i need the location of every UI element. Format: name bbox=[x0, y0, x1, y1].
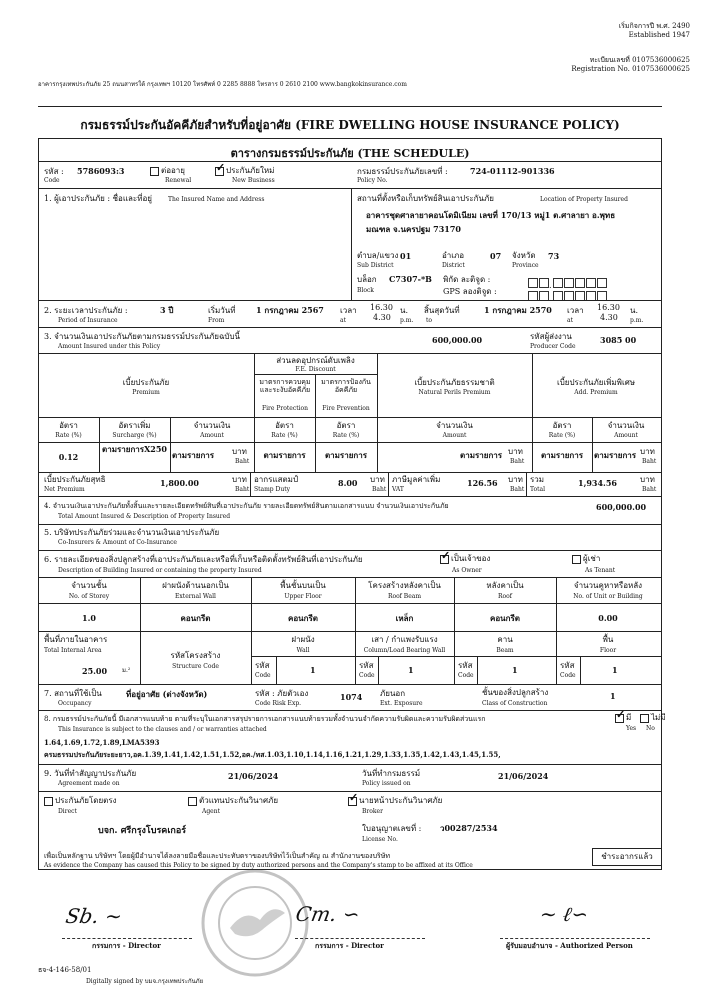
amount-header: จำนวนเงิน bbox=[193, 421, 231, 430]
wall-code-label-en: Code bbox=[255, 672, 271, 679]
baht-label: บาท bbox=[508, 447, 523, 456]
beam-code-label-en: Code bbox=[458, 672, 474, 679]
owner-checkbox[interactable]: ✓เป็นเจ้าของ bbox=[440, 554, 490, 564]
renewal-label-en: Renewal bbox=[165, 177, 192, 184]
net-premium-label-en: Net Premium bbox=[44, 486, 85, 493]
baht-label-en: Baht bbox=[235, 486, 250, 493]
row-rule bbox=[38, 300, 661, 301]
yes-checkbox[interactable]: ✓มี bbox=[615, 713, 631, 723]
row-rule bbox=[38, 631, 661, 632]
registration-th: ทะเบียนเลขที่ 0107536000625 bbox=[589, 56, 690, 64]
risk-code-label: รหัส : ภัยตัวเอง bbox=[255, 689, 309, 698]
province-label: จังหวัด bbox=[512, 251, 536, 260]
fp-rate-header: อัตรา bbox=[275, 421, 294, 430]
sec4-label: 4. จำนวนเงินเอาประกันภัยทั้งสิ้นและรายละเอียดทรัพย์สินที่เอาประกันภัย รายละเอียดทรัพย์สินตามเอกสารแนบ จำนวนเงินเอาประกันภัย bbox=[44, 502, 449, 510]
roof-beam-header: โครงสร้างหลังคาเป็น bbox=[368, 581, 441, 590]
row-rule bbox=[38, 327, 661, 328]
stamp-duty-label-en: Stamp Duty bbox=[254, 486, 291, 493]
gps-lat-label: พิกัด ละติจูด : bbox=[443, 275, 491, 284]
no-checkbox[interactable]: ไม่มี bbox=[640, 713, 666, 723]
policy-no-label: กรมธรรม์ประกันภัยเลขที่ : bbox=[357, 167, 448, 176]
period-label-en: Period of Insurance bbox=[58, 317, 118, 324]
stamp-duty-value: 8.00 bbox=[338, 478, 358, 488]
wall-code-value: 1 bbox=[310, 665, 316, 675]
director2-label: กรรมการ - Director bbox=[315, 941, 384, 950]
director1-line bbox=[62, 938, 192, 939]
column-code-header-en: Column/Load Bearing Wall bbox=[363, 647, 446, 654]
roof-value: คอนกรีต bbox=[490, 613, 520, 623]
units-header-en: No. of Unit or Building bbox=[573, 593, 643, 600]
row-rule bbox=[251, 656, 661, 657]
baht-label: บาท bbox=[232, 447, 247, 456]
evidence-th: เพื่อเป็นหลักฐาน บริษัทฯ โดยผู้มีอำนาจได้ลงลายมือชื่อและประทับตราของบริษัทไว้เป็นสำคัญ ณ สำนักงานของบริษัท bbox=[44, 852, 391, 860]
col-rule bbox=[250, 472, 251, 496]
gps-lat-boxes[interactable]: . bbox=[527, 273, 607, 292]
area-header-en: Total Internal Area bbox=[44, 647, 102, 654]
stamp-duty-label: อากรแสตมป์ bbox=[254, 475, 299, 484]
established-th: เริ่มกิจการปี พ.ศ. 2490 bbox=[618, 22, 690, 30]
agreed-date: 21/06/2024 bbox=[228, 771, 279, 781]
area-value: 25.00 bbox=[82, 666, 108, 676]
to-time-label: เวลา bbox=[567, 306, 584, 315]
director2-signature-icon: Cm. ∽ bbox=[293, 902, 362, 926]
district-value: 07 bbox=[490, 251, 502, 261]
col-rule bbox=[378, 656, 379, 684]
gps-long-boxes[interactable]: . bbox=[527, 286, 607, 305]
block-value: C7307-*B bbox=[389, 274, 432, 284]
subdistrict-label: ตำบล/แขวง bbox=[357, 251, 399, 260]
beam-code-header: คาน bbox=[497, 635, 513, 644]
from-at: at bbox=[340, 317, 346, 324]
structure-header: รหัสโครงสร้าง bbox=[170, 651, 221, 660]
storeys-value: 1.0 bbox=[82, 613, 96, 623]
total-value: 1,934.56 bbox=[578, 478, 617, 488]
fp-rate-value: ตามรายการ bbox=[263, 450, 306, 460]
row-rule bbox=[38, 472, 661, 473]
baht-label-en: Baht bbox=[642, 486, 657, 493]
add-amount-header: จำนวนเงิน bbox=[607, 421, 645, 430]
warranties-list: ครมธรรมประกันภัยระยะยาว,อค.1.39,1.41,1.42,1.51,1.52,อค./ทส.1.03,1.10,1.14,1.16,1.21,1.29,1.33,1.35,1.42,1.43,1.45,1.55, bbox=[44, 750, 501, 759]
from-label-en: From bbox=[208, 317, 225, 324]
license-label-en: License No. bbox=[362, 836, 398, 843]
broker-label-en: Broker bbox=[362, 808, 383, 815]
wall-header: ฝาผนังด้านนอกเป็น bbox=[162, 581, 229, 590]
total-label-en: Total bbox=[530, 486, 546, 493]
total-label: รวม bbox=[530, 475, 545, 484]
baht-label: บาท bbox=[370, 475, 385, 484]
amount-header-en: Amount bbox=[200, 432, 224, 439]
rate-value: 0.12 bbox=[58, 452, 79, 462]
rate-header-en: Rate (%) bbox=[55, 432, 82, 439]
location-label-en: Location of Property Insured bbox=[540, 196, 628, 203]
column-code-value: 1 bbox=[408, 665, 414, 675]
row-rule bbox=[38, 496, 661, 497]
row-rule bbox=[38, 764, 661, 765]
tenant-checkbox[interactable]: ผู้เช่า bbox=[572, 554, 600, 564]
floor-code-label: รหัส bbox=[560, 661, 575, 670]
vat-label-en: VAT bbox=[392, 486, 404, 493]
agent-label-en: Agent bbox=[202, 808, 220, 815]
structure-header-en: Structure Code bbox=[172, 663, 219, 670]
surcharge-header-en: Surcharge (%) bbox=[112, 432, 157, 439]
sec4-value: 600,000.00 bbox=[596, 502, 647, 512]
province-value: 73 bbox=[548, 251, 560, 261]
from-hr: น. bbox=[400, 306, 409, 315]
row-rule bbox=[38, 161, 661, 162]
row-rule bbox=[38, 188, 661, 189]
tenant-label-en: As Tenant bbox=[585, 567, 616, 574]
amount-value-1: ตามรายการ bbox=[172, 450, 215, 460]
from-time-label: เวลา bbox=[340, 306, 357, 315]
vat-value: 126.56 bbox=[467, 478, 498, 488]
premium-label-en: Premium bbox=[132, 389, 160, 396]
fire-protection-label-en: Fire Protection bbox=[261, 405, 309, 412]
col-rule bbox=[580, 656, 581, 684]
wall-code-label: รหัส bbox=[255, 661, 270, 670]
row-rule bbox=[38, 442, 661, 443]
producer-label-en: Producer Code bbox=[530, 343, 576, 350]
to-date: 1 กรกฎาคม 2570 bbox=[484, 305, 552, 315]
column-code-header: เสา / กำแพงรับแรง bbox=[371, 635, 438, 644]
sec8-label: 8. กรมธรรม์ประกันภัยนี้ มีเอกสารแนบท้าย ตามที่ระบุในเอกสารสรุปรายการเอกสารแนบท้ายรวมทั้งจำนวนจำกัดความรับผิดและความรับผิดส่วนแรก bbox=[44, 715, 486, 723]
period-years: 3 ปี bbox=[160, 305, 174, 315]
to-time: 16.30 bbox=[597, 303, 620, 312]
occupancy-label-en: Occupancy bbox=[58, 700, 92, 707]
amount-label-en: Amount Insured under this Policy bbox=[58, 343, 161, 350]
fv-rate-header: อัตรา bbox=[336, 421, 356, 430]
class-value: 1 bbox=[610, 691, 616, 701]
upper-floor-value: คอนกรีต bbox=[288, 613, 318, 623]
baht-label-en: Baht bbox=[510, 486, 525, 493]
fe-discount-label: ส่วนลดอุปกรณ์ดับเพลิง bbox=[276, 356, 355, 365]
class-label-en: Class of Construction bbox=[482, 700, 548, 707]
ext-exposure-label-en: Ext. Exposure bbox=[380, 700, 423, 707]
form-number: ธจ-4-146-58/01 bbox=[38, 966, 92, 974]
fire-protection-label: มาตรการควบคุมและระงับอัคคีภัย bbox=[259, 378, 311, 394]
fire-prevention-label: มาตรการป้องกันอัคคีภัย bbox=[321, 378, 371, 394]
agreed-label: 9. วันที่ทำสัญญาประกันภัย bbox=[44, 769, 137, 778]
baht-label-en: Baht bbox=[235, 458, 250, 465]
natural-perils-label-en: Natural Perils Premium bbox=[418, 389, 491, 396]
from-label: เริ่มวันที่ bbox=[208, 306, 236, 315]
ext-exposure-label: ภัยนอก bbox=[380, 689, 406, 698]
column-code-label: รหัส bbox=[359, 661, 374, 670]
code-label: รหัส : bbox=[44, 167, 64, 176]
sec4-label-en: Total Amount Insured & Description of Property Insured bbox=[58, 513, 231, 520]
baht-label: บาท bbox=[232, 475, 247, 484]
established-en: Established 1947 bbox=[628, 31, 690, 39]
to-time2: 4.30 bbox=[600, 313, 618, 322]
block-label-en: Block bbox=[357, 287, 374, 294]
premium-label: เบี้ยประกันภัย bbox=[122, 378, 170, 387]
wall-header-en: External Wall bbox=[175, 593, 216, 600]
policy-no-label-en: Policy No. bbox=[357, 177, 388, 184]
province-label-en: Province bbox=[512, 262, 539, 269]
add-premium-label-en: Add. Premium bbox=[574, 389, 618, 396]
from-time2: 4.30 bbox=[373, 313, 391, 322]
wall-code-header: ฝาผนัง bbox=[291, 635, 315, 644]
area-header: พื้นที่ภายในอาคาร bbox=[44, 635, 108, 644]
issued-label: วันที่ทำกรมธรรม์ bbox=[362, 769, 421, 778]
beam-code-header-en: Beam bbox=[496, 647, 514, 654]
floor-code-header-en: Floor bbox=[599, 647, 617, 654]
risk-code-value: 1074 bbox=[340, 692, 363, 702]
director2-line bbox=[295, 938, 425, 939]
wall-code-header-en: Wall bbox=[296, 647, 310, 654]
agreed-label-en: Agreement made on bbox=[58, 780, 120, 787]
authorized-line bbox=[500, 938, 650, 939]
roof-beam-header-en: Roof Beam bbox=[387, 593, 422, 600]
surcharge-value: ตามรายการX250 bbox=[102, 444, 167, 454]
occupancy-value: ที่อยู่อาศัย (ต่างจังหวัด) bbox=[126, 689, 208, 699]
fv-rate-value: ตามรายการ bbox=[324, 450, 368, 460]
upper-floor-header: พื้นชั้นบนเป็น bbox=[280, 581, 326, 590]
evidence-en: As evidence the Company has caused this Policy to be signed by duty authorized persons and the Company's stamp to be affixed at its Office bbox=[44, 862, 473, 869]
net-premium-label: เบี้ยประกันภัยสุทธิ bbox=[44, 475, 106, 484]
sec5-label-en: Co-Insurers & Amount of Co-Insurance bbox=[58, 539, 177, 546]
header-rule bbox=[38, 106, 662, 107]
add-rate-header: อัตรา bbox=[552, 421, 572, 430]
net-premium-value: 1,800.00 bbox=[160, 478, 199, 488]
row-rule bbox=[38, 353, 661, 354]
from-pm: p.m. bbox=[400, 317, 414, 324]
no-label-en: No bbox=[646, 725, 655, 732]
col-rule bbox=[276, 656, 277, 684]
agent-checkbox[interactable]: ตัวแทนประกันวินาศภัย bbox=[188, 796, 278, 806]
storeys-header-en: No. of Storey bbox=[68, 593, 110, 600]
row-rule bbox=[38, 524, 661, 525]
renewal-checkbox[interactable]: ต่ออายุ bbox=[150, 166, 185, 176]
roof-header-en: Roof bbox=[498, 593, 512, 600]
broker-name: บจก. ศรีกรุงโบรคเกอร์ bbox=[98, 826, 187, 836]
baht-label: บาท bbox=[508, 475, 523, 484]
baht-label-en: Baht bbox=[372, 486, 387, 493]
new-business-label-en: New Business bbox=[232, 177, 275, 184]
direct-checkbox[interactable]: ประกันภัยโดยตรง bbox=[44, 796, 117, 806]
col-rule bbox=[526, 472, 527, 496]
period-label: 2. ระยะเวลาประกันภัย : bbox=[44, 306, 128, 315]
baht-label-en: Baht bbox=[510, 458, 525, 465]
area-unit: ม.² bbox=[122, 667, 131, 674]
row-rule bbox=[38, 417, 661, 418]
to-label: สิ้นสุดวันที่ bbox=[424, 306, 460, 315]
owner-label-en: As Owner bbox=[452, 567, 482, 574]
insured-label: 1. ผู้เอาประกันภัย : ชื่อและที่อยู่ bbox=[44, 194, 152, 203]
stamp-paid-box: ชำระอากรแล้ว bbox=[592, 848, 662, 866]
director1-label: กรรมการ - Director bbox=[92, 941, 161, 950]
row-rule bbox=[38, 684, 661, 685]
broker-checkbox[interactable]: ✓นายหน้าประกันวินาศภัย bbox=[348, 796, 442, 806]
policy-title: กรมธรรม์ประกันอัคคีภัยสำหรับที่อยู่อาศัย (FIRE DWELLING HOUSE INSURANCE POLICY) bbox=[80, 118, 620, 132]
baht-label: บาท bbox=[640, 447, 655, 456]
registration-en: Registration No. 0107536000625 bbox=[571, 65, 690, 73]
to-at: at bbox=[567, 317, 573, 324]
roof-beam-value: เหล็ก bbox=[395, 613, 414, 623]
surcharge-header: อัตราเพิ่ม bbox=[118, 421, 151, 430]
sec6-label: 6. รายละเอียดของสิ่งปลูกสร้างที่เอาประกันภัยและหรือที่เก็บหรือติดตั้งทรัพย์สินที่เอาประกันภัย bbox=[44, 555, 363, 564]
issued-label-en: Policy issued on bbox=[362, 780, 411, 787]
schedule-title: ตารางกรมธรรม์ประกันภัย (THE SCHEDULE) bbox=[230, 147, 470, 160]
issued-date: 21/06/2024 bbox=[498, 771, 549, 781]
baht-label: บาท bbox=[640, 475, 655, 484]
authorized-signature-icon: ~ ℓ∽ bbox=[537, 902, 591, 926]
floor-code-value: 1 bbox=[612, 665, 618, 675]
producer-label: รหัสผู้ส่งงาน bbox=[530, 332, 572, 341]
row-rule bbox=[38, 710, 661, 711]
authorized-label: ผู้รับมอบอำนาจ - Authorized Person bbox=[506, 941, 633, 950]
company-address: อาคารกรุงเทพประกันภัย 25 ถนนสาทรใต้ กรุงเทพฯ 10120 โทรศัพท์ 0 2285 8888 โทรสาร 0 2610 2100 www.bangkokinsurance.com bbox=[38, 81, 407, 88]
add-premium-label: เบี้ยประกันภัยเพิ่มพิเศษ bbox=[556, 378, 636, 387]
to-label-en: to bbox=[426, 317, 433, 324]
from-time: 16.30 bbox=[370, 303, 393, 312]
row-rule bbox=[38, 550, 661, 551]
add-rate-value: ตามรายการ bbox=[540, 450, 584, 460]
clauses-list: 1.64,1.69,1.72,1.89,LMA5393 bbox=[44, 738, 160, 747]
beam-code-label: รหัส bbox=[458, 661, 473, 670]
floor-code-label-en: Code bbox=[560, 672, 576, 679]
insured-label-en: The Insured Name and Address bbox=[168, 196, 265, 203]
fp-rate-header-en: Rate (%) bbox=[271, 432, 298, 439]
add-rate-header-en: Rate (%) bbox=[548, 432, 576, 439]
np-amount-value: ตามรายการ bbox=[460, 450, 503, 460]
code-label-en: Code bbox=[44, 177, 60, 184]
sec5-label: 5. บริษัทประกันภัยร่วมและจำนวนเงินเอาประกันภัย bbox=[44, 528, 220, 537]
rate-header: อัตรา bbox=[59, 421, 78, 430]
col-rule bbox=[351, 188, 352, 300]
to-hr: น. bbox=[630, 306, 639, 315]
units-header: จำนวนคูหาหรือหลัง bbox=[573, 581, 643, 590]
sec8-label-en: This Insurance is subject to the clauses and / or warranties attached bbox=[58, 726, 267, 733]
wall-value: คอนกรีต bbox=[180, 613, 211, 623]
add-amount-header-en: Amount bbox=[614, 432, 638, 439]
district-label: อำเภอ bbox=[442, 251, 465, 260]
baht-label-en: Baht bbox=[642, 458, 657, 465]
occupancy-label: 7. สถานที่ใช้เป็น bbox=[44, 689, 102, 698]
fv-rate-header-en: Rate (%) bbox=[332, 432, 360, 439]
amount-label: 3. จำนวนเงินเอาประกันภัยตามกรมธรรม์ประกันภัยฉบับนี้ bbox=[44, 332, 241, 341]
producer-code: 3085 00 bbox=[600, 335, 637, 345]
location-label: สถานที่ตั้งหรือเก็บทรัพย์สินเอาประกันภัย bbox=[357, 194, 494, 203]
risk-code-label-en: Code Risk Exp. bbox=[255, 700, 302, 707]
add-amount-value: ตามรายการ bbox=[594, 450, 637, 460]
direct-label-en: Direct bbox=[58, 808, 77, 815]
subdistrict-label-en: Sub District bbox=[357, 262, 394, 269]
block-label: บล็อก bbox=[357, 275, 377, 284]
col-rule bbox=[388, 472, 389, 496]
new-business-checkbox[interactable]: ✓ประกันภัยใหม่ bbox=[215, 166, 274, 176]
yes-label-en: Yes bbox=[626, 725, 637, 732]
col-rule bbox=[477, 656, 478, 684]
units-value: 0.00 bbox=[598, 613, 618, 623]
director1-signature-icon: Sb. ~ bbox=[63, 904, 125, 928]
from-date: 1 กรกฎาคม 2567 bbox=[256, 305, 324, 315]
roof-header: หลังคาเป็น bbox=[486, 581, 524, 590]
policy-no: 724-01112-901336 bbox=[470, 166, 555, 176]
code-value: 5786093:3 bbox=[77, 166, 125, 176]
district-label-en: District bbox=[442, 262, 465, 269]
np-amount-header: จำนวนเงิน bbox=[436, 421, 473, 430]
license-no: ว00287/2534 bbox=[440, 823, 498, 833]
license-label: ใบอนุญาตเลขที่ : bbox=[362, 824, 422, 833]
to-pm: p.m. bbox=[630, 317, 644, 324]
location-line2: มณฑล จ.นครปฐม 73170 bbox=[366, 224, 461, 234]
natural-perils-label: เบี้ยประกันภัยธรรมชาติ bbox=[414, 378, 495, 387]
sec6-label-en: Description of Building Insured or containing the property Insured bbox=[58, 567, 262, 574]
column-code-label-en: Code bbox=[359, 672, 375, 679]
floor-code-header: พื้น bbox=[602, 635, 614, 644]
row-rule bbox=[38, 577, 661, 578]
fe-discount-label-en: F.E. Discount bbox=[295, 366, 336, 373]
subdistrict-value: 01 bbox=[400, 251, 412, 261]
beam-code-value: 1 bbox=[512, 665, 518, 675]
row-rule bbox=[38, 603, 661, 604]
fire-prevention-label-en: Fire Prevention bbox=[322, 405, 370, 412]
gps-long-label: GPS ลองติจูด : bbox=[443, 287, 497, 296]
digital-signature-note: Digitally signed by บมจ.กรุงเทพประกันภัย bbox=[86, 978, 204, 985]
storeys-header: จำนวนชั้น bbox=[71, 581, 107, 590]
location-line1: อาคารชุดศาลายาคอนโดมิเนียม เลขที่ 170/13 หมู่1 ต.ศาลายา อ.พุทธ bbox=[366, 210, 616, 220]
class-label: ชั้นของสิ่งปลูกสร้าง bbox=[482, 688, 549, 697]
vat-label: ภาษีมูลค่าเพิ่ม bbox=[392, 475, 441, 484]
np-amount-header-en: Amount bbox=[442, 432, 467, 439]
upper-floor-header-en: Upper Floor bbox=[284, 593, 322, 600]
amount-value: 600,000.00 bbox=[432, 335, 483, 345]
